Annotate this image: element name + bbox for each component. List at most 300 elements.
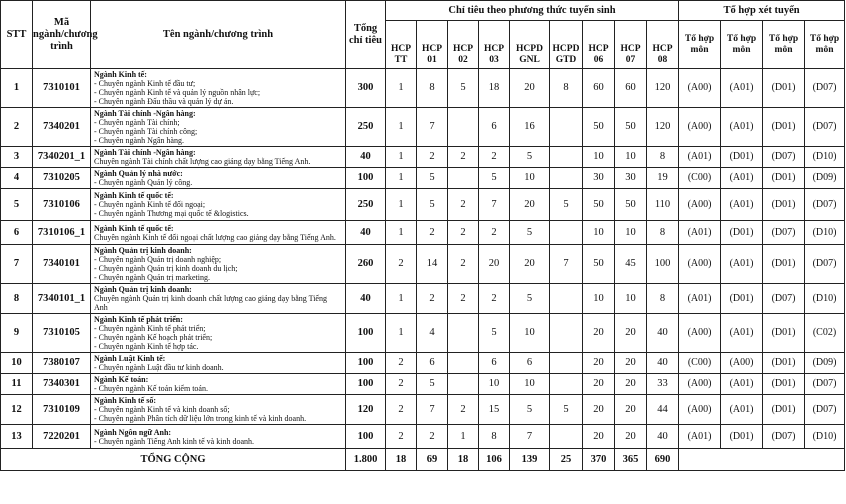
- row-subject-combo: (D10): [805, 147, 845, 168]
- row-method-quota: 100: [647, 245, 679, 284]
- specialization: - Chuyên ngành Quản trị doanh nghiệp;: [94, 255, 222, 264]
- row-subject-combo: (D07): [805, 374, 845, 395]
- row-method-quota: 20: [583, 395, 615, 425]
- row-method-quota: 40: [647, 353, 679, 374]
- row-method-quota: 33: [647, 374, 679, 395]
- row-method-quota: 16: [510, 108, 550, 147]
- major-name: Ngành Ngôn ngữ Anh:: [94, 427, 172, 437]
- row-method-quota: 10: [583, 147, 615, 168]
- total-method: 690: [647, 449, 679, 471]
- header-method: HCP 01: [417, 21, 448, 69]
- total-method: 106: [479, 449, 510, 471]
- row-subject-combo: (D07): [805, 245, 845, 284]
- row-program: [91, 284, 346, 314]
- row-method-quota: [550, 147, 583, 168]
- row-method-quota: 120: [647, 108, 679, 147]
- row-method-quota: 8: [417, 69, 448, 108]
- row-method-quota: 2: [386, 395, 417, 425]
- row-stt: 10: [1, 353, 33, 374]
- header-method: HCP 06: [583, 21, 615, 69]
- row-stt: 5: [1, 189, 33, 221]
- row-method-quota: 2: [448, 221, 479, 245]
- row-subject-combo: (D07): [763, 147, 805, 168]
- header-method: HCP 03: [479, 21, 510, 69]
- row-method-quota: 8: [647, 221, 679, 245]
- row-method-quota: 7: [479, 189, 510, 221]
- row-method-quota: [550, 284, 583, 314]
- row-method-quota: 2: [417, 147, 448, 168]
- specialization: - Chuyên ngành Ngân hàng.: [94, 136, 184, 145]
- row-method-quota: 7: [417, 395, 448, 425]
- row-code: 7310205: [33, 168, 91, 189]
- row-method-quota: 20: [583, 374, 615, 395]
- row-total: 120: [346, 395, 386, 425]
- total-combo-empty: [679, 449, 845, 471]
- row-method-quota: [448, 168, 479, 189]
- row-method-quota: 50: [615, 189, 647, 221]
- row-method-quota: 6: [417, 353, 448, 374]
- row-method-quota: 2: [448, 395, 479, 425]
- table-row: [1, 168, 845, 189]
- major-name: Ngành Quản lý nhà nước:: [94, 169, 183, 178]
- row-subject-combo: (A01): [721, 69, 763, 108]
- header-combo-group: Tổ hợp xét tuyển: [679, 1, 845, 21]
- row-subject-combo: (A01): [679, 284, 721, 314]
- row-method-quota: 1: [386, 69, 417, 108]
- row-method-quota: 18: [479, 69, 510, 108]
- specialization: Chuyên ngành Quản trị kinh doanh chất lượng cao giảng dạy bằng Tiếng Anh: [94, 294, 327, 312]
- row-method-quota: [550, 353, 583, 374]
- row-method-quota: 5: [550, 189, 583, 221]
- row-method-quota: 20: [615, 353, 647, 374]
- row-method-quota: 1: [386, 189, 417, 221]
- row-method-quota: 2: [386, 425, 417, 449]
- row-program: [91, 374, 346, 395]
- specialization: Chuyên ngành Kinh tế đối ngoại chất lượng cao giảng dạy bằng Tiếng Anh.: [94, 232, 336, 242]
- major-name: Ngành Kế toán:: [94, 375, 149, 384]
- row-stt: 4: [1, 168, 33, 189]
- row-method-quota: 19: [647, 168, 679, 189]
- row-method-quota: [448, 374, 479, 395]
- row-program: [91, 425, 346, 449]
- row-subject-combo: (A01): [679, 425, 721, 449]
- row-subject-combo: (A01): [721, 314, 763, 353]
- row-method-quota: 1: [386, 221, 417, 245]
- row-program: [91, 314, 346, 353]
- row-method-quota: 5: [510, 395, 550, 425]
- total-label: TỔNG CỘNG: [1, 449, 346, 471]
- row-code: 7310106_1: [33, 221, 91, 245]
- table-row: [1, 189, 845, 221]
- row-program: [91, 147, 346, 168]
- row-subject-combo: (D01): [763, 108, 805, 147]
- major-name: Ngành Kinh tế quốc tế:: [94, 191, 174, 200]
- row-stt: 13: [1, 425, 33, 449]
- table-row: [1, 314, 845, 353]
- row-method-quota: 50: [615, 108, 647, 147]
- row-subject-combo: (A01): [721, 108, 763, 147]
- row-method-quota: 2: [448, 147, 479, 168]
- row-subject-combo: (D07): [805, 108, 845, 147]
- row-subject-combo: (D10): [805, 221, 845, 245]
- row-method-quota: 10: [510, 168, 550, 189]
- major-name: Ngành Tài chính -Ngân hàng:: [94, 148, 196, 157]
- row-method-quota: 20: [615, 374, 647, 395]
- row-program: [91, 221, 346, 245]
- row-total: 100: [346, 314, 386, 353]
- header-combo: Tổ hợp môn: [721, 21, 763, 69]
- row-method-quota: 10: [479, 374, 510, 395]
- row-method-quota: 5: [448, 69, 479, 108]
- row-program: [91, 189, 346, 221]
- row-subject-combo: (D01): [721, 147, 763, 168]
- row-method-quota: 20: [510, 245, 550, 284]
- total-method: 69: [417, 449, 448, 471]
- row-method-quota: 40: [647, 314, 679, 353]
- header-code: Mã ngành/chương trình: [33, 1, 91, 69]
- row-subject-combo: (D01): [763, 168, 805, 189]
- row-method-quota: 1: [386, 168, 417, 189]
- row-method-quota: 44: [647, 395, 679, 425]
- row-method-quota: 2: [479, 221, 510, 245]
- row-method-quota: 20: [510, 189, 550, 221]
- major-name: Ngành Luật Kinh tế:: [94, 354, 166, 363]
- row-stt: 3: [1, 147, 33, 168]
- row-method-quota: 5: [417, 168, 448, 189]
- row-subject-combo: (A01): [679, 147, 721, 168]
- row-program: [91, 168, 346, 189]
- row-method-quota: 5: [510, 221, 550, 245]
- row-method-quota: 2: [448, 189, 479, 221]
- row-method-quota: 8: [479, 425, 510, 449]
- header-method: HCP 08: [647, 21, 679, 69]
- row-total: 100: [346, 425, 386, 449]
- row-subject-combo: (A00): [679, 245, 721, 284]
- row-subject-combo: (D01): [721, 221, 763, 245]
- specialization: - Chuyên ngành Tài chính;: [94, 118, 180, 127]
- specialization: - Chuyên ngành Kế toán kiểm toán.: [94, 384, 208, 393]
- specialization: - Chuyên ngành Kinh tế và kinh doanh số;: [94, 405, 230, 414]
- row-subject-combo: (A00): [679, 108, 721, 147]
- row-subject-combo: (D09): [805, 168, 845, 189]
- row-method-quota: 60: [583, 69, 615, 108]
- header-name: Tên ngành/chương trình: [91, 1, 346, 69]
- row-method-quota: 5: [479, 168, 510, 189]
- row-stt: 9: [1, 314, 33, 353]
- row-subject-combo: (D07): [805, 189, 845, 221]
- row-method-quota: 20: [583, 353, 615, 374]
- row-method-quota: 10: [615, 284, 647, 314]
- row-subject-combo: (A01): [721, 374, 763, 395]
- row-method-quota: 45: [615, 245, 647, 284]
- table-row: [1, 147, 845, 168]
- specialization: - Chuyên ngành Kinh tế phát triển;: [94, 324, 206, 333]
- row-method-quota: 8: [550, 69, 583, 108]
- row-method-quota: 60: [615, 69, 647, 108]
- row-method-quota: 2: [448, 245, 479, 284]
- row-method-quota: 5: [510, 147, 550, 168]
- row-total: 250: [346, 189, 386, 221]
- row-subject-combo: (A00): [679, 314, 721, 353]
- row-method-quota: 8: [647, 147, 679, 168]
- row-method-quota: 2: [386, 374, 417, 395]
- table-row: [1, 69, 845, 108]
- row-method-quota: [550, 221, 583, 245]
- row-method-quota: 20: [615, 425, 647, 449]
- row-method-quota: 2: [479, 147, 510, 168]
- row-method-quota: [550, 168, 583, 189]
- row-method-quota: 10: [583, 221, 615, 245]
- total-row: [1, 449, 845, 471]
- row-method-quota: 20: [510, 69, 550, 108]
- row-subject-combo: (D01): [721, 425, 763, 449]
- row-method-quota: 2: [417, 425, 448, 449]
- row-total: 40: [346, 221, 386, 245]
- row-method-quota: [550, 108, 583, 147]
- row-subject-combo: (D07): [763, 221, 805, 245]
- row-method-quota: 1: [386, 108, 417, 147]
- total-method: 18: [448, 449, 479, 471]
- row-subject-combo: (D01): [763, 353, 805, 374]
- row-code: 7220201: [33, 425, 91, 449]
- row-subject-combo: (D10): [805, 425, 845, 449]
- table-row: [1, 425, 845, 449]
- row-code: 7310106: [33, 189, 91, 221]
- row-method-quota: 30: [583, 168, 615, 189]
- table-row: [1, 245, 845, 284]
- row-method-quota: 10: [583, 284, 615, 314]
- total-quota: 1.800: [346, 449, 386, 471]
- row-method-quota: 5: [479, 314, 510, 353]
- row-method-quota: [448, 314, 479, 353]
- row-method-quota: 6: [479, 353, 510, 374]
- row-method-quota: 8: [647, 284, 679, 314]
- table-row: [1, 108, 845, 147]
- header-method: HCP 07: [615, 21, 647, 69]
- header-method: HCP 02: [448, 21, 479, 69]
- specialization: - Chuyên ngành Kinh tế hợp tác.: [94, 342, 199, 351]
- header-combo: Tổ hợp môn: [679, 21, 721, 69]
- row-subject-combo: (D01): [721, 284, 763, 314]
- row-method-quota: 5: [417, 374, 448, 395]
- row-program: [91, 395, 346, 425]
- row-total: 100: [346, 168, 386, 189]
- row-subject-combo: (D07): [763, 425, 805, 449]
- row-program: [91, 353, 346, 374]
- row-method-quota: 14: [417, 245, 448, 284]
- row-subject-combo: (D01): [763, 395, 805, 425]
- row-stt: 6: [1, 221, 33, 245]
- row-program: [91, 108, 346, 147]
- row-subject-combo: (A01): [721, 395, 763, 425]
- header-stt: STT: [1, 1, 33, 69]
- row-method-quota: [550, 314, 583, 353]
- row-method-quota: 10: [615, 147, 647, 168]
- row-code: 7310105: [33, 314, 91, 353]
- row-method-quota: 2: [386, 245, 417, 284]
- row-method-quota: 20: [615, 314, 647, 353]
- row-code: 7340301: [33, 374, 91, 395]
- header-total: Tổng chỉ tiêu: [346, 1, 386, 69]
- row-total: 260: [346, 245, 386, 284]
- specialization: - Chuyên ngành Tài chính công;: [94, 127, 198, 136]
- row-method-quota: 120: [647, 69, 679, 108]
- specialization: - Chuyên ngành Tiếng Anh kinh tế và kinh doanh.: [94, 436, 254, 446]
- row-method-quota: [448, 108, 479, 147]
- row-method-quota: 20: [583, 425, 615, 449]
- specialization: - Chuyên ngành Phân tích dữ liệu lớn trong kinh tế và kinh doanh.: [94, 414, 307, 423]
- row-method-quota: 7: [417, 108, 448, 147]
- table-row: [1, 353, 845, 374]
- row-method-quota: 20: [479, 245, 510, 284]
- row-method-quota: 10: [615, 221, 647, 245]
- specialization: - Chuyên ngành Kế hoạch phát triển;: [94, 333, 213, 342]
- row-method-quota: 7: [510, 425, 550, 449]
- major-name: Ngành Kinh tế số:: [94, 396, 157, 405]
- row-method-quota: 110: [647, 189, 679, 221]
- row-program: [91, 245, 346, 284]
- header-methods-group: Chỉ tiêu theo phương thức tuyển sinh: [386, 1, 679, 21]
- row-total: 300: [346, 69, 386, 108]
- row-code: 7380107: [33, 353, 91, 374]
- row-method-quota: 15: [479, 395, 510, 425]
- row-method-quota: 50: [583, 108, 615, 147]
- row-subject-combo: (D01): [763, 189, 805, 221]
- row-subject-combo: (C00): [679, 168, 721, 189]
- header-method: HCP TT: [386, 21, 417, 69]
- header-method: HCPD GTD: [550, 21, 583, 69]
- row-total: 100: [346, 374, 386, 395]
- row-total: 40: [346, 147, 386, 168]
- row-method-quota: 50: [583, 245, 615, 284]
- row-stt: 7: [1, 245, 33, 284]
- row-subject-combo: (C02): [805, 314, 845, 353]
- specialization: - Chuyên ngành Thương mại quốc tế &logistics.: [94, 209, 249, 218]
- row-method-quota: [550, 374, 583, 395]
- row-method-quota: 20: [615, 395, 647, 425]
- row-method-quota: 6: [479, 108, 510, 147]
- row-subject-combo: (D01): [763, 245, 805, 284]
- table-row: [1, 374, 845, 395]
- row-method-quota: 10: [510, 314, 550, 353]
- row-subject-combo: (A00): [721, 353, 763, 374]
- row-subject-combo: (D07): [805, 395, 845, 425]
- row-method-quota: 4: [417, 314, 448, 353]
- row-total: 250: [346, 108, 386, 147]
- major-name: Ngành Kinh tế:: [94, 70, 147, 79]
- specialization: - Chuyên ngành Đấu thầu và quản lý dự án.: [94, 97, 234, 106]
- row-stt: 2: [1, 108, 33, 147]
- table-row: [1, 221, 845, 245]
- specialization: - Chuyên ngành Quản lý công.: [94, 178, 193, 187]
- total-method: 365: [615, 449, 647, 471]
- specialization: - Chuyên ngành Quản trị kinh doanh du lịch;: [94, 264, 238, 273]
- specialization: - Chuyên ngành Kinh tế đối ngoại;: [94, 200, 206, 209]
- row-method-quota: [448, 353, 479, 374]
- major-name: Ngành Tài chính -Ngân hàng:: [94, 109, 196, 118]
- specialization: Chuyên ngành Tài chính chất lượng cao giảng dạy bằng Tiếng Anh.: [94, 157, 311, 166]
- table-body: [1, 69, 845, 449]
- major-name: Ngành Kinh tế phát triển:: [94, 315, 183, 324]
- row-method-quota: 2: [479, 284, 510, 314]
- row-method-quota: 10: [510, 374, 550, 395]
- total-method: 370: [583, 449, 615, 471]
- major-name: Ngành Quản trị kinh doanh:: [94, 285, 192, 294]
- table-row: [1, 284, 845, 314]
- row-stt: 12: [1, 395, 33, 425]
- row-subject-combo: (D07): [763, 284, 805, 314]
- row-program: [91, 69, 346, 108]
- row-method-quota: 1: [386, 147, 417, 168]
- row-subject-combo: (A00): [679, 395, 721, 425]
- specialization: - Chuyên ngành Luật đầu tư kinh doanh.: [94, 363, 224, 372]
- row-code: 7310101: [33, 69, 91, 108]
- row-subject-combo: (A00): [679, 189, 721, 221]
- row-method-quota: 1: [386, 314, 417, 353]
- row-subject-combo: (D01): [763, 374, 805, 395]
- row-method-quota: 2: [417, 284, 448, 314]
- total-method: 25: [550, 449, 583, 471]
- header-combo: Tổ hợp môn: [763, 21, 805, 69]
- row-method-quota: 5: [550, 395, 583, 425]
- major-name: Ngành Quản trị kinh doanh:: [94, 246, 192, 255]
- total-method: 18: [386, 449, 417, 471]
- specialization: - Chuyên ngành Kinh tế và quản lý nguồn nhân lực;: [94, 88, 261, 97]
- row-method-quota: 5: [510, 284, 550, 314]
- row-subject-combo: (A00): [679, 374, 721, 395]
- row-code: 7340201: [33, 108, 91, 147]
- row-subject-combo: (A01): [721, 189, 763, 221]
- row-subject-combo: (D07): [805, 69, 845, 108]
- header-method: HCPD GNL: [510, 21, 550, 69]
- major-name: Ngành Kinh tế quốc tế:: [94, 223, 174, 233]
- specialization: - Chuyên ngành Kinh tế đầu tư;: [94, 79, 196, 88]
- row-subject-combo: (C00): [679, 353, 721, 374]
- row-method-quota: 7: [550, 245, 583, 284]
- total-method: 139: [510, 449, 550, 471]
- row-subject-combo: (A00): [679, 69, 721, 108]
- row-method-quota: 2: [386, 353, 417, 374]
- row-total: 40: [346, 284, 386, 314]
- row-method-quota: 5: [417, 189, 448, 221]
- row-method-quota: 2: [417, 221, 448, 245]
- row-subject-combo: (D01): [763, 314, 805, 353]
- row-method-quota: 1: [448, 425, 479, 449]
- row-method-quota: 2: [448, 284, 479, 314]
- row-method-quota: 50: [583, 189, 615, 221]
- row-code: 7310109: [33, 395, 91, 425]
- row-stt: 1: [1, 69, 33, 108]
- row-subject-combo: (D09): [805, 353, 845, 374]
- row-method-quota: [550, 425, 583, 449]
- row-stt: 11: [1, 374, 33, 395]
- row-code: 7340101_1: [33, 284, 91, 314]
- row-subject-combo: (A01): [679, 221, 721, 245]
- row-method-quota: 20: [583, 314, 615, 353]
- row-method-quota: 6: [510, 353, 550, 374]
- row-total: 100: [346, 353, 386, 374]
- specialization: - Chuyên ngành Quản trị marketing.: [94, 273, 210, 282]
- row-subject-combo: (A01): [721, 245, 763, 284]
- row-code: 7340101: [33, 245, 91, 284]
- row-subject-combo: (D10): [805, 284, 845, 314]
- row-method-quota: 1: [386, 284, 417, 314]
- row-code: 7340201_1: [33, 147, 91, 168]
- row-subject-combo: (A01): [721, 168, 763, 189]
- row-method-quota: 30: [615, 168, 647, 189]
- row-subject-combo: (D01): [763, 69, 805, 108]
- row-method-quota: 40: [647, 425, 679, 449]
